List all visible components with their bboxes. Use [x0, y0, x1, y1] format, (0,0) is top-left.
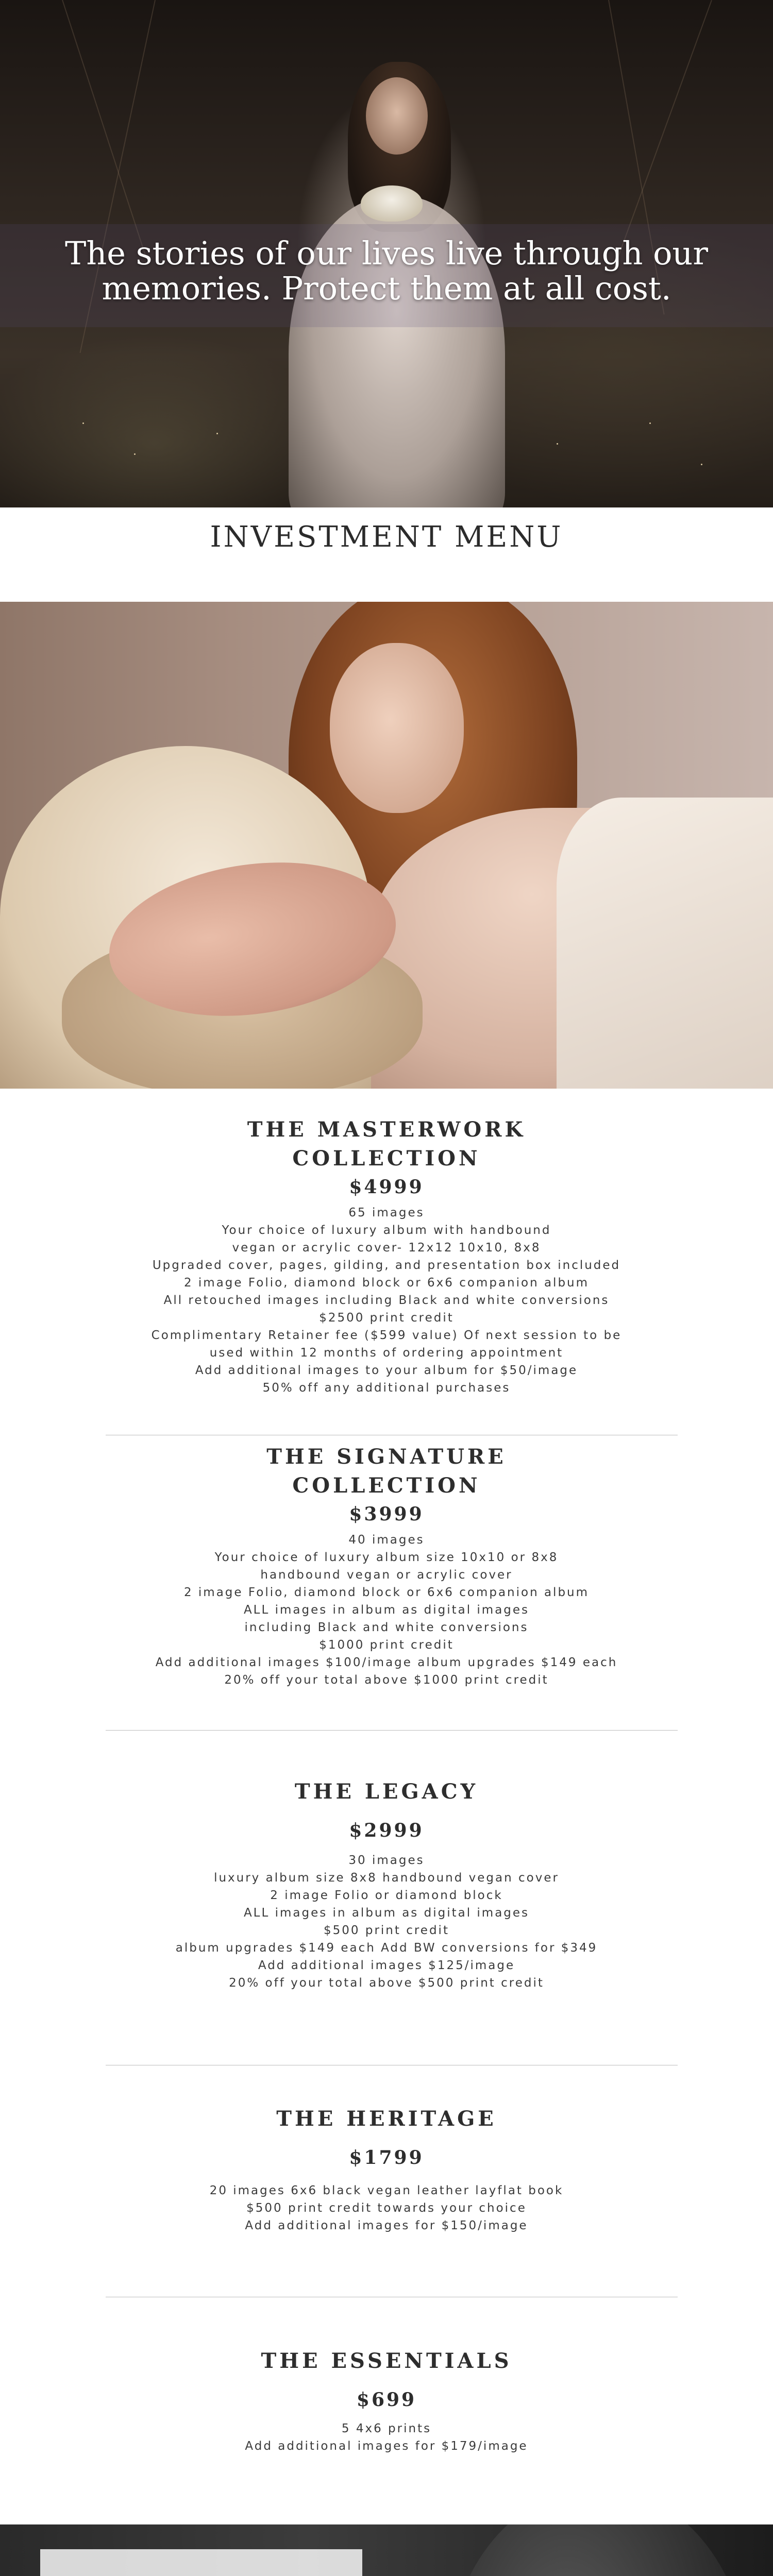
collection-signature [0, 1443, 773, 1689]
hero-quote [0, 236, 773, 306]
collection-detail-line: used within 12 months of ordering appointment [209, 1346, 564, 1360]
section-divider [106, 1730, 678, 1731]
collection-essentials [0, 2347, 773, 2455]
bokeh-light [557, 443, 558, 445]
collection-price: $4999 [349, 1176, 424, 1198]
collection-details [0, 1204, 773, 1397]
collection-title [0, 2347, 773, 2376]
collection-detail-line: Your choice of luxury album with handbound [222, 1224, 551, 1237]
collection-detail-line: Upgraded cover, pages, gilding, and presentation box included [152, 1259, 621, 1272]
collection-detail-line: luxury album size 8x8 handbound vegan cover [214, 1871, 559, 1885]
digital-a-la-carte-card [40, 2549, 362, 2576]
collection-detail-line: vegan or acrylic cover- 12x12 10x10, 8x8 [232, 1241, 541, 1255]
collection-title-line: COLLECTION [292, 1146, 481, 1171]
hero-quote-line: The stories of our lives live through our [65, 234, 708, 272]
bokeh-light [649, 422, 651, 424]
collection-detail-line: Add additional images for $179/image [245, 2439, 528, 2453]
collection-title-line: THE SIGNATURE [266, 1445, 507, 1469]
collection-detail-line: album upgrades $149 each Add BW conversions for $349 [175, 1941, 598, 1955]
collection-detail-line: All retouched images including Black and white conversions [163, 1294, 610, 1307]
collection-title-line: THE ESSENTIALS [261, 2349, 512, 2373]
collection-detail-line: $500 print credit towards your choice [246, 2201, 527, 2215]
collection-title-line: THE LEGACY [294, 1780, 479, 1804]
collection-title [0, 1777, 773, 1806]
collection-price: $1799 [349, 2147, 424, 2168]
collection-price: $3999 [349, 1503, 424, 1525]
collection-details [0, 1531, 773, 1689]
collection-detail-line: 40 images [348, 1533, 425, 1547]
collection-detail-line: handbound vegan or acrylic cover [260, 1568, 513, 1582]
collection-detail-line: $1000 print credit [319, 1638, 454, 1652]
bokeh-light [134, 453, 136, 455]
collection-detail-line: 20 images 6x6 black vegan leather layflat book [209, 2184, 564, 2197]
collection-title [0, 1443, 773, 1500]
collection-title-line: THE HERITAGE [276, 2107, 497, 2131]
collection-heritage [0, 2105, 773, 2234]
collection-detail-line: ALL images in album as digital images [243, 1603, 530, 1617]
mother-baby-photo [0, 602, 773, 1089]
collection-details [0, 2420, 773, 2455]
collection-detail-line: $2500 print credit [319, 1311, 454, 1325]
collection-detail-line: Add additional images $100/image album upgrades $149 each [155, 1656, 618, 1669]
hero-bowl [361, 185, 423, 222]
collection-masterwork [0, 1115, 773, 1397]
collection-detail-line: 20% off your total above $1000 print credit [224, 1673, 549, 1687]
collection-detail-line: ALL images in album as digital images [243, 1906, 530, 1920]
collection-title [0, 1115, 773, 1173]
collection-title-line: THE MASTERWORK [247, 1117, 526, 1142]
collection-detail-line: Add additional images for $150/image [245, 2219, 528, 2232]
branch-decoration [62, 0, 146, 255]
photo-mother-face [330, 643, 464, 813]
collection-details [0, 2182, 773, 2234]
collection-detail-line: 2 image Folio, diamond block or 6x6 companion album [183, 1586, 590, 1599]
bokeh-light [82, 422, 84, 424]
collection-detail-line: 30 images [348, 1854, 425, 1867]
collection-detail-line: Complimentary Retainer fee ($599 value) Of next session to be [151, 1329, 622, 1342]
hero-subject-face [366, 77, 428, 155]
collection-details [0, 1852, 773, 1992]
collection-detail-line: $500 print credit [324, 1924, 449, 1937]
collection-detail-line: 5 4x6 prints [341, 2422, 432, 2435]
collection-title-line: COLLECTION [292, 1473, 481, 1498]
collection-detail-line: Add additional images $125/image [258, 1959, 515, 1972]
collection-price: $2999 [349, 1820, 424, 1841]
page-title: INVESTMENT MENU [210, 520, 563, 554]
hero-image [0, 0, 773, 507]
collection-detail-line: including Black and white conversions [244, 1621, 529, 1634]
bokeh-light [216, 433, 218, 434]
photo-hair [443, 2524, 752, 2576]
collection-detail-line: 20% off your total above $500 print credit [229, 1976, 544, 1990]
collection-detail-line: 50% off any additional purchases [262, 1381, 511, 1395]
collection-detail-line: 2 image Folio, diamond block or 6x6 companion album [183, 1276, 590, 1290]
collection-legacy [0, 1777, 773, 1992]
bokeh-light [701, 464, 702, 465]
hero-quote-line: memories. Protect them at all cost. [102, 269, 671, 307]
collection-detail-line: 2 image Folio or diamond block [270, 1889, 503, 1902]
photo-blouse [557, 798, 773, 1089]
collection-detail-line: Add additional images to your album for $50/image [195, 1364, 578, 1377]
collection-detail-line: Your choice of luxury album size 10x10 or 8x8 [214, 1551, 559, 1564]
collection-detail-line: 65 images [348, 1206, 425, 1219]
collection-title [0, 2105, 773, 2133]
collection-price: $699 [356, 2389, 417, 2411]
